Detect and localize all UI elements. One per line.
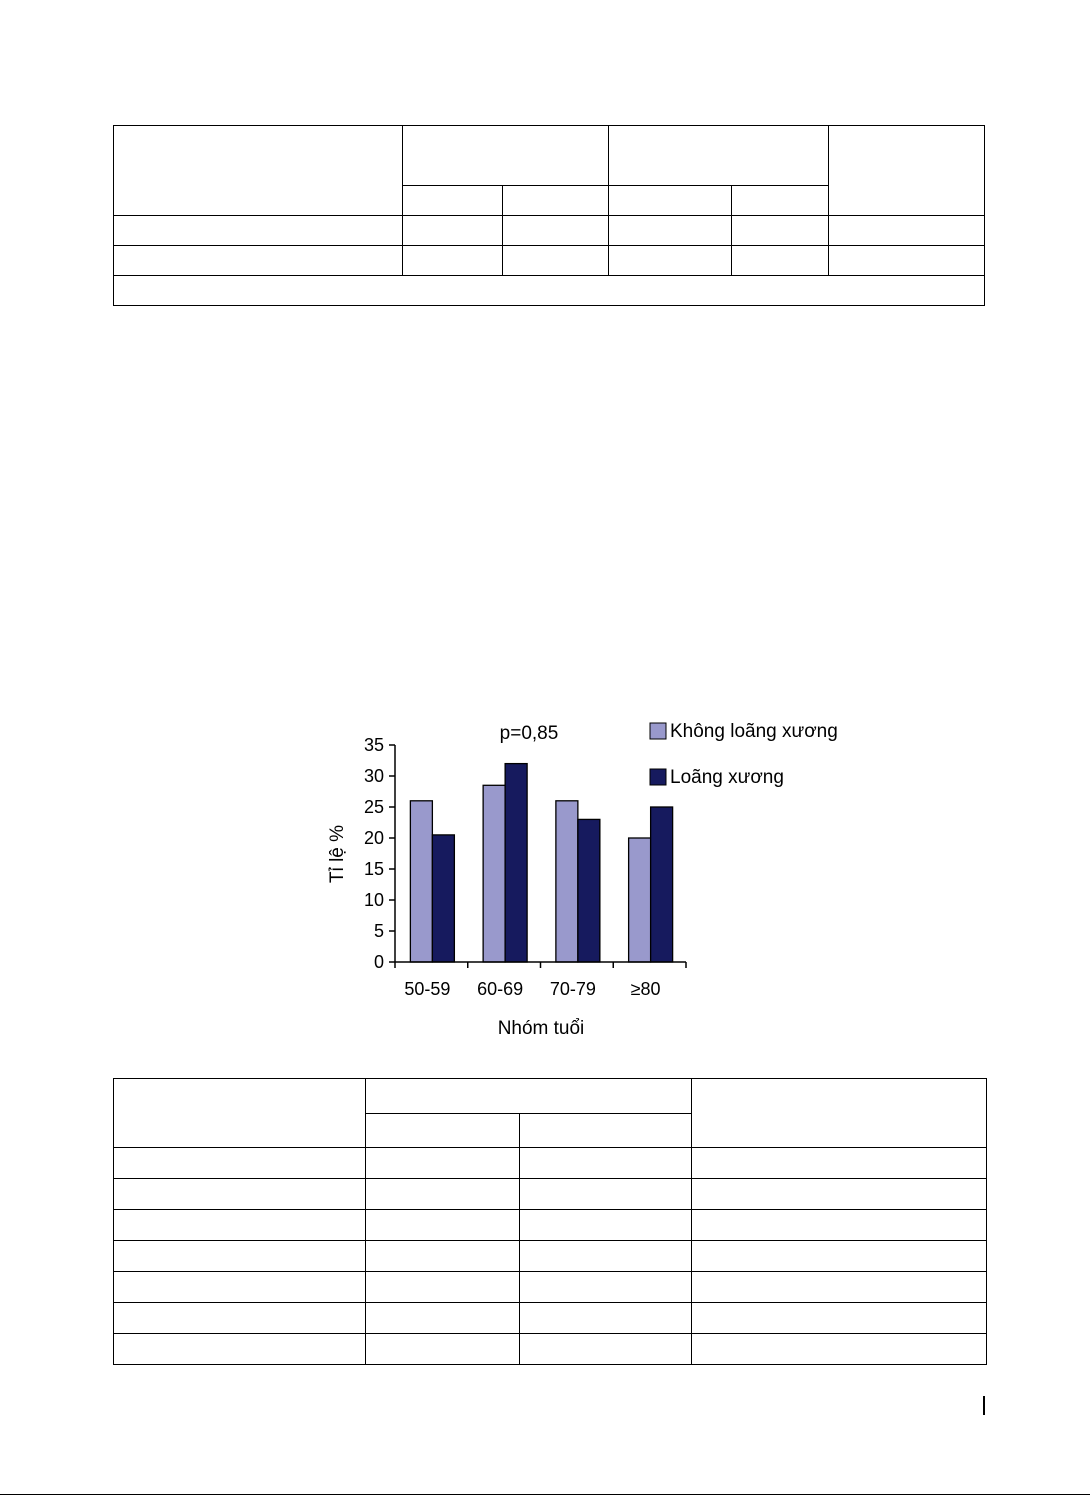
bar-series-2-2 bbox=[578, 819, 600, 962]
table-cell bbox=[366, 1148, 520, 1179]
y-ticks-group bbox=[364, 735, 395, 972]
table-cell bbox=[114, 216, 403, 246]
table-row bbox=[114, 1272, 987, 1303]
table-cell bbox=[692, 1079, 987, 1148]
table-cell bbox=[829, 246, 985, 276]
table-footer-row bbox=[114, 276, 985, 306]
table-cell bbox=[114, 1334, 366, 1365]
table-row bbox=[114, 1241, 987, 1272]
table-cell bbox=[366, 1334, 520, 1365]
bar-series-1-2 bbox=[556, 801, 578, 962]
bar-series-2-1 bbox=[505, 764, 527, 962]
table-cell bbox=[692, 1210, 987, 1241]
table-cell bbox=[403, 246, 503, 276]
table-cell bbox=[520, 1114, 692, 1148]
legend-swatch-series-1 bbox=[650, 723, 666, 739]
margin-mark bbox=[983, 1396, 985, 1415]
y-tick-label: 0 bbox=[373, 952, 384, 972]
table-cell bbox=[692, 1241, 987, 1272]
table-cell bbox=[520, 1334, 692, 1365]
table-cell bbox=[366, 1114, 520, 1148]
table-cell bbox=[366, 1272, 520, 1303]
bar-series-1-1 bbox=[483, 785, 505, 962]
table-cell bbox=[609, 216, 732, 246]
table-cell bbox=[114, 126, 403, 216]
table-row bbox=[114, 1334, 987, 1365]
table-cell bbox=[520, 1303, 692, 1334]
table-cell bbox=[366, 1303, 520, 1334]
y-tick-label: 30 bbox=[363, 766, 384, 786]
y-tick-label: 10 bbox=[363, 890, 384, 910]
table-cell bbox=[609, 126, 829, 186]
table-cell bbox=[114, 1303, 366, 1334]
table-cell bbox=[520, 1179, 692, 1210]
table-cell bbox=[366, 1079, 692, 1114]
table-cell bbox=[114, 1179, 366, 1210]
table-top bbox=[113, 125, 985, 306]
bars-group bbox=[410, 764, 672, 962]
table-cell bbox=[114, 1148, 366, 1179]
y-tick-label: 20 bbox=[363, 828, 384, 848]
x-axis-title: Nhóm tuổi bbox=[497, 1018, 585, 1039]
bar-series-1-3 bbox=[629, 838, 651, 962]
y-axis-title: Tỉ lệ % bbox=[327, 824, 348, 884]
y-tick-label: 25 bbox=[363, 797, 384, 817]
table-cell bbox=[520, 1210, 692, 1241]
table-cell bbox=[609, 246, 732, 276]
table-header-row bbox=[114, 126, 985, 186]
table-cell bbox=[732, 216, 829, 246]
table-cell bbox=[114, 1272, 366, 1303]
table-row bbox=[114, 246, 985, 276]
table-bottom bbox=[113, 1078, 987, 1365]
table-cell bbox=[403, 186, 503, 216]
table-cell bbox=[503, 186, 609, 216]
table-cell bbox=[829, 216, 985, 246]
y-tick-label: 5 bbox=[373, 921, 384, 941]
table-cell bbox=[114, 1079, 366, 1148]
legend-label-series-1: Không loãng xương bbox=[670, 721, 838, 742]
table-cell bbox=[114, 276, 985, 306]
table-cell bbox=[692, 1303, 987, 1334]
table-cell bbox=[732, 246, 829, 276]
x-tick-label: 50-59 bbox=[404, 979, 451, 999]
legend bbox=[650, 721, 838, 788]
table-cell bbox=[366, 1210, 520, 1241]
table-cell bbox=[503, 246, 609, 276]
table-cell bbox=[114, 1210, 366, 1241]
table-row bbox=[114, 1179, 987, 1210]
table-header-row bbox=[114, 1079, 987, 1114]
table-cell bbox=[692, 1272, 987, 1303]
y-tick-label: 35 bbox=[363, 735, 384, 755]
y-tick-label: 15 bbox=[363, 859, 384, 879]
table-cell bbox=[829, 126, 985, 216]
bar-series-2-0 bbox=[432, 835, 454, 962]
table-cell bbox=[114, 246, 403, 276]
table-cell bbox=[520, 1241, 692, 1272]
table-cell bbox=[366, 1179, 520, 1210]
table-cell bbox=[692, 1179, 987, 1210]
bar-series-2-3 bbox=[651, 807, 673, 962]
table-cell bbox=[520, 1272, 692, 1303]
table-cell bbox=[503, 216, 609, 246]
table-row bbox=[114, 1303, 987, 1334]
table-cell bbox=[403, 126, 609, 186]
page-bottom-rule bbox=[0, 1494, 1090, 1495]
x-tick-label: 60-69 bbox=[477, 979, 524, 999]
bar-chart bbox=[300, 700, 860, 1045]
x-tick-label: ≥80 bbox=[630, 979, 661, 999]
table-row bbox=[114, 1148, 987, 1179]
table-cell bbox=[366, 1241, 520, 1272]
p-value-annotation: p=0,85 bbox=[499, 723, 559, 744]
table-cell bbox=[403, 216, 503, 246]
x-tick-label: 70-79 bbox=[549, 979, 596, 999]
legend-swatch-series-2 bbox=[650, 769, 666, 785]
table-cell bbox=[732, 186, 829, 216]
legend-label-series-2: Loãng xương bbox=[670, 767, 784, 788]
table-cell bbox=[692, 1148, 987, 1179]
table-row bbox=[114, 1210, 987, 1241]
table-cell bbox=[520, 1148, 692, 1179]
table-cell bbox=[114, 1241, 366, 1272]
table-row bbox=[114, 216, 985, 246]
table-cell bbox=[609, 186, 732, 216]
bar-series-1-0 bbox=[410, 801, 432, 962]
table-cell bbox=[692, 1334, 987, 1365]
x-ticks-group bbox=[395, 962, 686, 999]
